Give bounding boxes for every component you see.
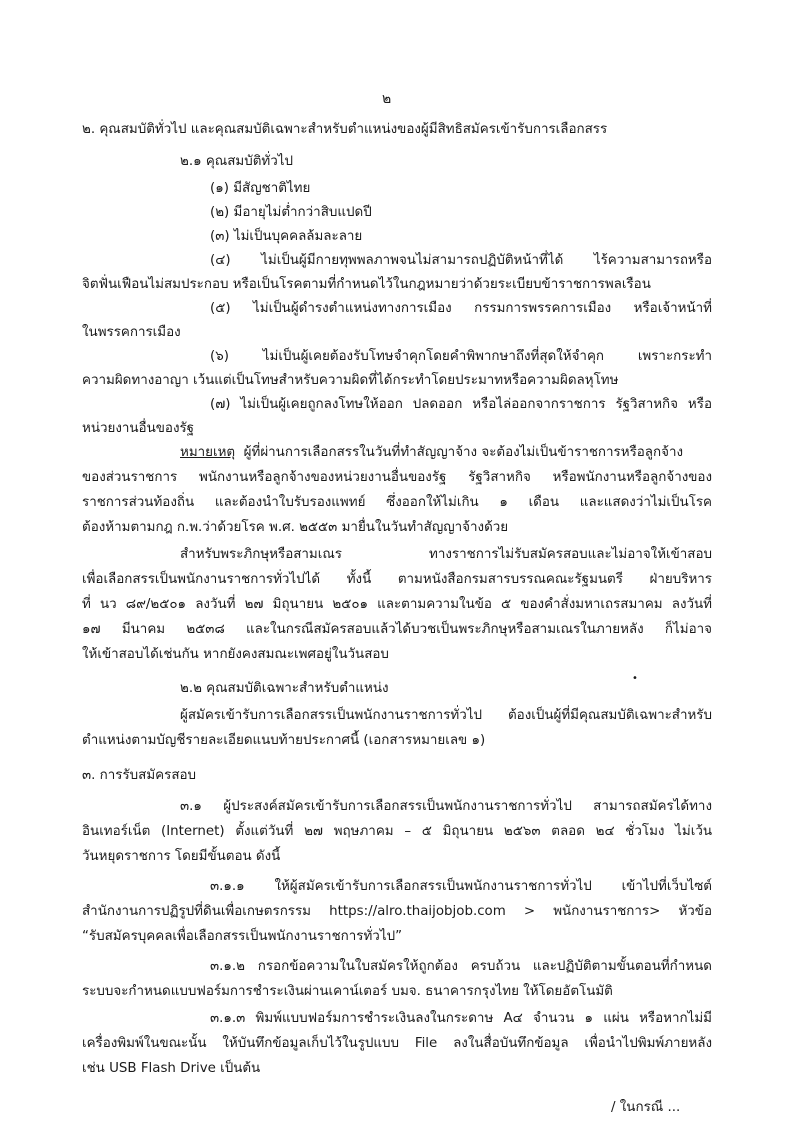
- qualification-item-2: (๒) มีอายุไม่ต่ำกว่าสิบแปดปี: [210, 205, 372, 220]
- qualification-item-1: (๑) มีสัญชาติไทย: [210, 181, 311, 196]
- section-3-1-1-line-3: “รับสมัครบุคคลเพื่อเลือกสรรเป็นพนักงานราชการทั่วไป”: [82, 929, 403, 944]
- monk-paragraph-line-5: ให้เข้าสอบได้เช่นกัน หากยังคงสมณะเพศอยู่ในวันสอบ: [82, 647, 389, 662]
- note-text: ผู้ที่ผ่านการเลือกสรรในวันที่ทำสัญญาจ้าง จะต้องไม่เป็นข้าราชการหรือลูกจ้าง: [243, 445, 684, 460]
- section-3-1-line-3: วันหยุดราชการ โดยมีขั้นตอน ดังนี้: [82, 849, 281, 864]
- monk-paragraph-line-3: ที่ นว ๘๙/๒๕๐๑ ลงวันที่ ๒๗ มิถุนายน ๒๕๐๑ และตามความในข้อ ๕ ของคำสั่งมหาเถรสมาคม ลงวันที่: [82, 597, 712, 612]
- qualification-item-7-line-2: หน่วยงานอื่นของรัฐ: [82, 421, 195, 436]
- qualification-item-4-line-2: จิตฟั่นเฟือนไม่สมประกอบ หรือเป็นโรคตามที่กำหนดไว้ในกฎหมายว่าด้วยระเบียบข้าราชการพลเรือน: [82, 277, 651, 292]
- section-3-1-line-1: ๓.๑ ผู้ประสงค์สมัครเข้ารับการเลือกสรรเป็นพนักงานราชการทั่วไป สามารถสมัครได้ทาง: [180, 799, 712, 814]
- continuation-note: / ในกรณี ...: [611, 1100, 681, 1115]
- qualification-item-5-line-1: (๕) ไม่เป็นผู้ดำรงตำแหน่งทางการเมือง กรรมการพรรคการเมือง หรือเจ้าหน้าที่: [210, 301, 712, 316]
- monk-paragraph-line-1: สำหรับพระภิกษุหรือสามเณร ทางราชการไม่รับสมัครสอบและไม่อาจให้เข้าสอบ: [180, 547, 712, 562]
- section-2-2-line-1: ผู้สมัครเข้ารับการเลือกสรรเป็นพนักงานราชการทั่วไป ต้องเป็นผู้ที่มีคุณสมบัติเฉพาะสำหรับ: [180, 708, 712, 723]
- section-3-1-1-line-2: สำนักงานการปฏิรูปที่ดินเพื่อเกษตรกรรม https://alro.thaijobjob.com > พนักงานราชการ> หัวข้อ: [82, 904, 712, 919]
- section-3-1-line-2: อินเทอร์เน็ต (Internet) ตั้งแต่วันที่ ๒๗ พฤษภาคม – ๕ มิถุนายน ๒๕๖๓ ตลอด ๒๔ ชั่วโมง ไม่เว้น: [82, 824, 712, 839]
- stray-mark: •: [632, 673, 638, 684]
- qualification-item-6-line-2: ความผิดทางอาญา เว้นแต่เป็นโทษสำหรับความผิดที่ได้กระทำโดยประมาทหรือความผิดลหุโทษ: [82, 373, 619, 388]
- section-2-2-title: ๒.๒ คุณสมบัติเฉพาะสำหรับตำแหน่ง: [180, 681, 389, 696]
- section-3-1-2-line-2: ระบบจะกำหนดแบบฟอร์มการชำระเงินผ่านเคาน์เตอร์ บมจ. ธนาคารกรุงไทย ให้โดยอัตโนมัติ: [82, 984, 613, 999]
- qualification-item-3: (๓) ไม่เป็นบุคคลล้มละลาย: [210, 229, 363, 244]
- qualification-item-6-line-1: (๖) ไม่เป็นผู้เคยต้องรับโทษจำคุกโดยคำพิพากษาถึงที่สุดให้จำคุก เพราะกระทำ: [210, 349, 712, 364]
- monk-paragraph-line-2: เพื่อเลือกสรรเป็นพนักงานราชการทั่วไปได้ ทั้งนี้ ตามหนังสือกรมสารบรรณคณะรัฐมนตรี ฝ่ายบริหาร: [82, 572, 712, 587]
- section-3-1-2-line-1: ๓.๑.๒ กรอกข้อความในใบสมัครให้ถูกต้อง ครบถ้วน และปฏิบัติตามขั้นตอนที่กำหนด: [210, 959, 712, 974]
- qualification-item-4-line-1: (๔) ไม่เป็นผู้มีกายทุพพลภาพจนไม่สามารถปฏิบัติหน้าที่ได้ ไร้ความสามารถหรือ: [210, 253, 712, 268]
- note-line-3: ราชการส่วนท้องถิ่น และต้องนำใบรับรองแพทย์ ซึ่งออกให้ไม่เกิน ๑ เดือน และแสดงว่าไม่เป็นโรค: [82, 495, 712, 510]
- section-2-2-line-2: ตำแหน่งตามบัญชีรายละเอียดแนบท้ายประกาศนี้ (เอกสารหมายเลข ๑): [82, 733, 486, 748]
- qualification-item-7-line-1: (๗) ไม่เป็นผู้เคยถูกลงโทษให้ออก ปลดออก หรือไล่ออกจากราชการ รัฐวิสาหกิจ หรือ: [210, 397, 712, 412]
- qualification-item-5-line-2: ในพรรคการเมือง: [82, 325, 181, 340]
- note-line-1: [180, 444, 683, 462]
- note-line-4: ต้องห้ามตามกฎ ก.พ.ว่าด้วยโรค พ.ศ. ๒๕๕๓ มายื่นในวันทำสัญญาจ้างด้วย: [82, 520, 509, 535]
- section-3-heading: ๓. การรับสมัครสอบ: [82, 768, 197, 783]
- section-2-1-title: ๒.๑ คุณสมบัติทั่วไป: [180, 154, 293, 169]
- section-3-1-3-line-3: เช่น USB Flash Drive เป็นต้น: [82, 1061, 261, 1076]
- section-3-1-1-line-1: ๓.๑.๑ ให้ผู้สมัครเข้ารับการเลือกสรรเป็นพนักงานราชการทั่วไป เข้าไปที่เว็บไซต์: [210, 879, 712, 894]
- section-3-1-3-line-1: ๓.๑.๓ พิมพ์แบบฟอร์มการชำระเงินลงในกระดาษ A๔ จำนวน ๑ แผ่น หรือหากไม่มี: [210, 1011, 712, 1026]
- note-label: หมายเหตุ: [180, 445, 236, 460]
- section-2-heading: ๒. คุณสมบัติทั่วไป และคุณสมบัติเฉพาะสำหรับตำแหน่งของผู้มีสิทธิสมัครเข้ารับการเลือกสรร: [82, 122, 608, 137]
- monk-paragraph-line-4: ๑๗ มีนาคม ๒๕๓๘ และในกรณีสมัครสอบแล้วได้บวชเป็นพระภิกษุหรือสามเณรในภายหลัง ก็ไม่อาจ: [82, 622, 712, 637]
- section-3-1-3-line-2: เครื่องพิมพ์ในขณะนั้น ให้บันทึกข้อมูลเก็บไว้ในรูปแบบ File ลงในสื่อบันทึกข้อมูล เพื่อนำไปพิมพ์ภายหลัง: [82, 1036, 712, 1051]
- note-line-2: ของส่วนราชการ พนักงานหรือลูกจ้างของหน่วยงานอื่นของรัฐ รัฐวิสาหกิจ หรือพนักงานหรือลูกจ้างของ: [82, 470, 712, 485]
- page-number: ๒: [382, 91, 392, 107]
